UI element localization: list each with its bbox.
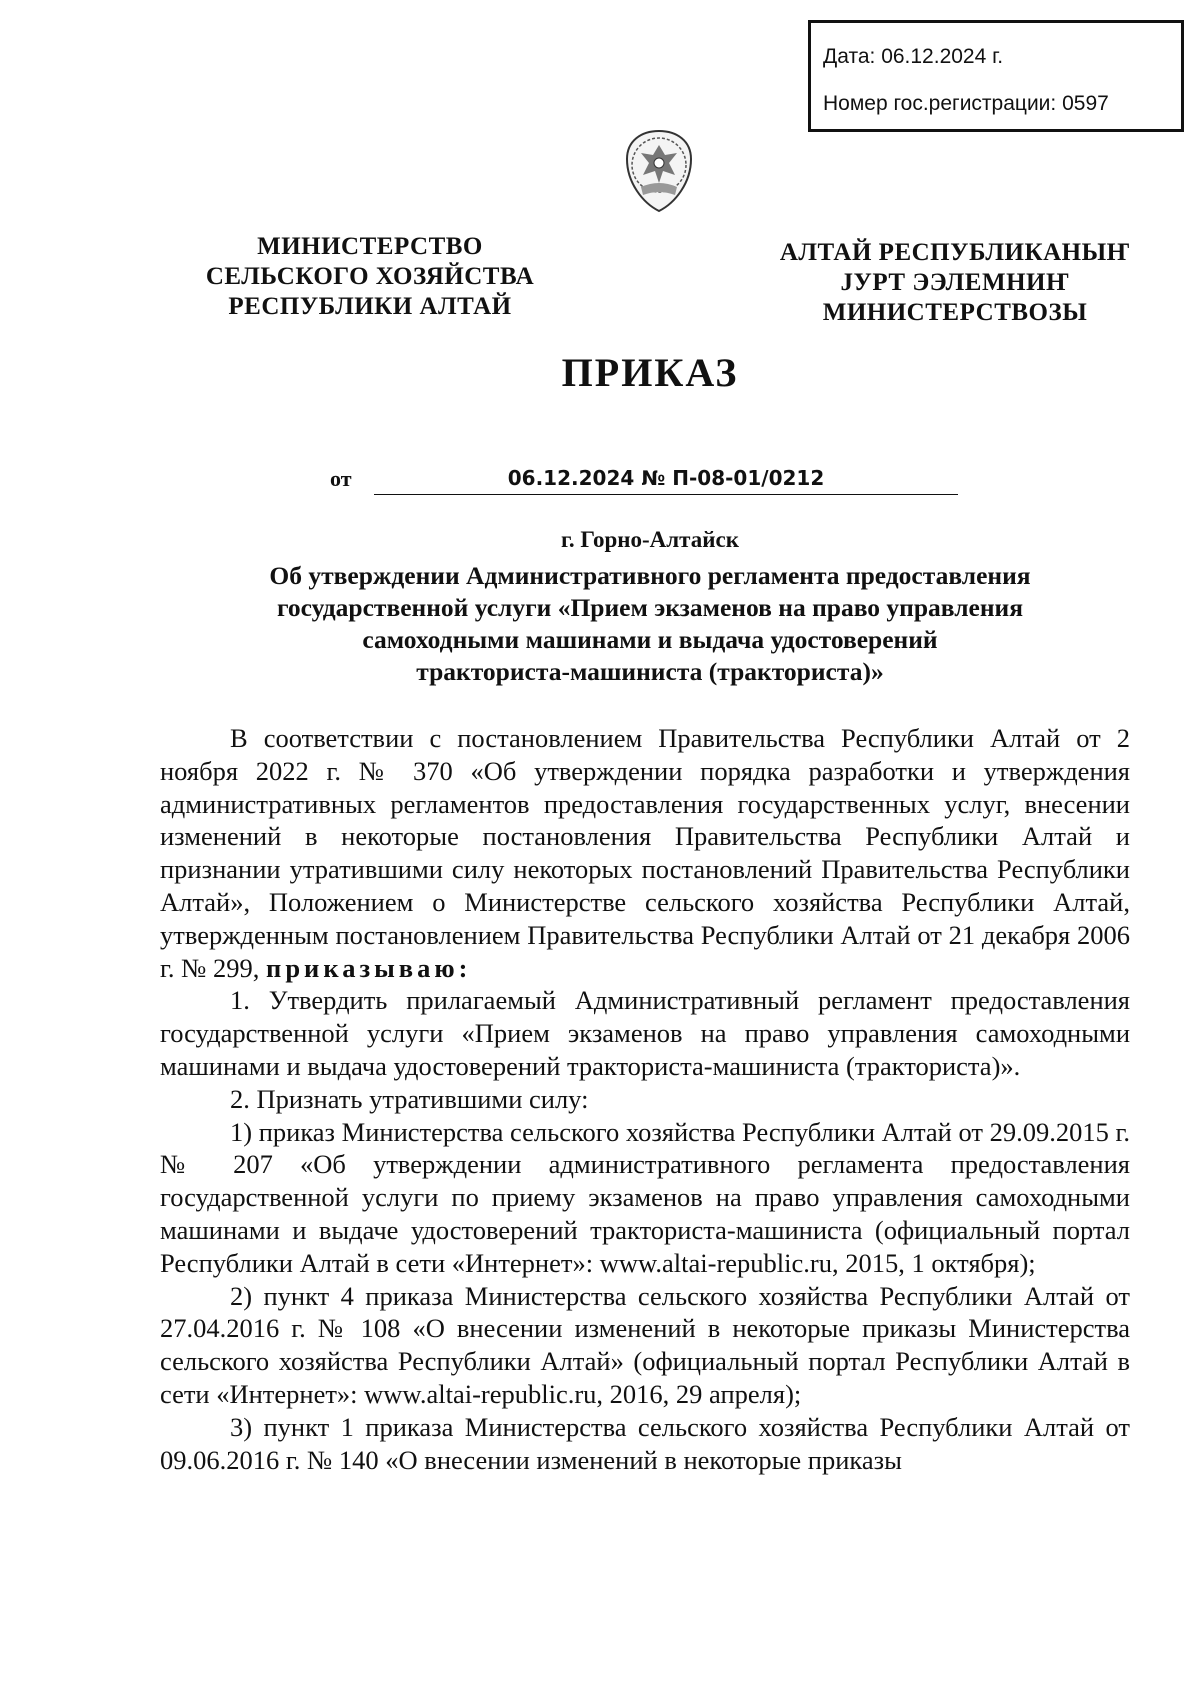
preamble-emphasis: приказываю: [266, 952, 472, 983]
order-title: ПРИКАЗ [561, 350, 739, 395]
ministry-right-line-3: МИНИСТЕРСТВОЗЫ [822, 299, 1088, 326]
coat-of-arms-icon [619, 125, 699, 215]
registration-number-line [823, 84, 1181, 131]
subject-line-4: тракториста-машиниста (тракториста)» [416, 657, 884, 686]
order-date-number: 06.12.2024 № П-08-01/0212 [374, 462, 958, 495]
registration-number-value: 0597 [1062, 92, 1109, 115]
subject-line-1: Об утверждении Административного регламента предоставления [269, 561, 1031, 590]
registration-date-line [823, 37, 1181, 84]
body-paragraph-subitem-3: 3) пункт 1 приказа Министерства сельского хозяйства Республики Алтай от 09.06.2016 г. № 140 «О внесении изменений в некоторые приказы [160, 1411, 1130, 1475]
body-paragraph-subitem-2: 2) пункт 4 приказа Министерства сельского хозяйства Республики Алтай от 27.04.2016 г. № 108 «О внесении изменений в некоторые приказы Министерства сельского хозяйства Республики Алтай» (официальный портал Республики Алтай в сети «Интернет»: www.altai-republic.ru, 2016, 29 апреля); [160, 1280, 1130, 1409]
ministry-left-line-2: СЕЛЬСКОГО ХОЗЯЙСТВА [205, 263, 535, 290]
order-city: г. Горно-Алтайск [561, 527, 739, 552]
order-date-line [330, 462, 960, 498]
body-paragraph-item-1: 1. Утвердить прилагаемый Административный регламент предоставления государственной услуги «Прием экзаменов на право управления самоходными машинами и выдача удостоверений тракториста-машиниста (тракториста)». [160, 985, 1130, 1081]
registration-date-value: 06.12.2024 г. [881, 45, 1004, 68]
ministry-left-line-3: РЕСПУБЛИКИ АЛТАЙ [228, 293, 512, 320]
ministry-name-russian [190, 232, 550, 322]
registration-date-label: Дата: [823, 45, 876, 68]
ministry-left-line-1: МИНИСТЕРСТВО [257, 233, 483, 260]
ministry-right-line-1: АЛТАЙ РЕСПУБЛИКАНЫҤ [779, 239, 1131, 266]
subject-line-2: государственной услуги «Прием экзаменов на право управления [276, 593, 1024, 622]
registration-number-label: Номер гос.регистрации: [823, 92, 1057, 115]
body-paragraph-preamble [160, 722, 1130, 984]
body-paragraph-subitem-1: 1) приказ Министерства сельского хозяйства Республики Алтай от 29.09.2015 г. № 207 «Об утверждении административного регламента предоставления государственной услуги по приему экзаменов на право управления самоходными машинами и выдаче удостоверений тракториста-машиниста (официальный портал Республики Алтай в сети «Интернет»: www.altai-republic.ru, 2015, 1 октября); [160, 1116, 1130, 1278]
preamble-text: В соответствии с постановлением Правительства Республики Алтай от 2 ноября 2022 г. № 370 «Об утверждении порядка разработки и утверждения административных регламентов предоставления государственных услуг, внесении изменений в некоторые постановления Правительства Республики Алтай и признании утратившими силу некоторых постановлений Правительства Республики Алтай», Положением о Министерстве сельского хозяйства Республики Алтай, утвержденным постановлением Правительства Республики Алтай от 21 декабря 2006 г. № 299, [160, 723, 1130, 983]
body-paragraph-item-2: 2. Признать утратившими силу: [230, 1083, 589, 1114]
subject-line-3: самоходными машинами и выдача удостоверений [362, 625, 938, 654]
ministry-right-line-2: ЈУРТ ЭЭЛЕМНИҤ [840, 269, 1070, 296]
order-subject [215, 560, 1085, 688]
order-from-label: от [330, 466, 352, 491]
order-body [160, 722, 1130, 1476]
registration-stamp [808, 20, 1184, 132]
ministry-name-altai [765, 238, 1145, 328]
